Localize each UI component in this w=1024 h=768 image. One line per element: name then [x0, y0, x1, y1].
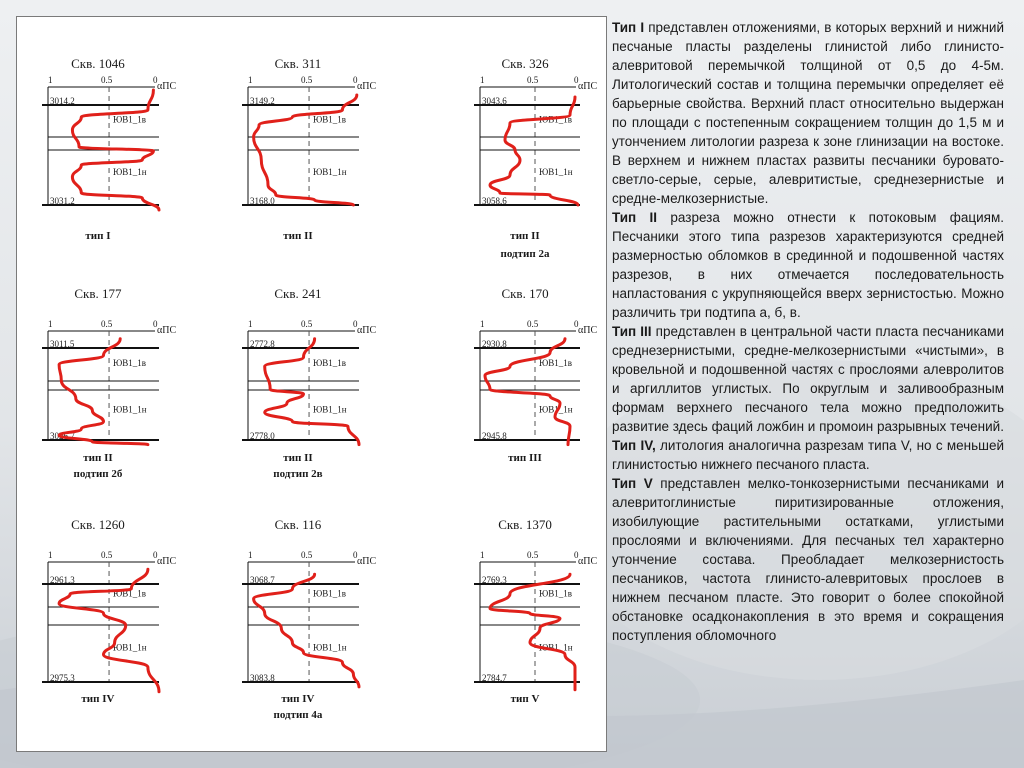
- top-depth: 2772.8: [250, 339, 275, 349]
- type-1-text: представлен отложениями, в которых верхний и нижний песчаные пласты разделены глинистой либо глинисто-алевритовой перемычкой толщиной от 0,5 до 4-5м. Литологический состав и толщина перемычки определяет её барьерные свойства. Верхний пласт относительно выдержан по площади с постепенным сокращением толщин до 1,5 м и утончением литологии разреза к зоне глинизации на востоке. В верхнем и нижнем пластах развиты песчаники буровато-светло-серые, серые, алевритистые, среднезернистые и средне-мелкозернистые.: [612, 20, 1004, 206]
- type-2-text: разреза можно отнести к потоковым фациям. Песчаники этого типа разрезов характеризуются средней размерностью обломков в срединной и подошвенной частях разрезов, в них отмечается последовательность напластования с укрупняющейся вверх зернистостью. Можно различить три подтипа а, б, в.: [612, 210, 1004, 320]
- axis-tick-label: 1: [48, 319, 53, 329]
- top-depth: 3149.2: [250, 96, 275, 106]
- axis-tick-label: 0.5: [301, 319, 313, 329]
- bottom-depth: 2784.7: [482, 673, 507, 683]
- paragraph-type-5: [612, 474, 1004, 645]
- axis-tick-label: 0: [353, 550, 358, 560]
- type-label: тип IV: [281, 693, 315, 705]
- axis-tick-label: 0.5: [101, 319, 113, 329]
- type-4-text: литология аналогична разрезам типа V, но с меньшей глинистостью нижнего песчаного пласта.: [612, 438, 1004, 472]
- axis-tick-label: 0: [574, 550, 579, 560]
- top-depth: 3068.7: [250, 575, 275, 585]
- axis-unit-label: αПС: [357, 556, 377, 567]
- axis-unit-label: αПС: [578, 556, 598, 567]
- type-2-heading: Тип II: [612, 210, 658, 225]
- axis-tick-label: 1: [248, 319, 253, 329]
- axis-tick-label: 1: [248, 75, 253, 85]
- top-depth: 2930.8: [482, 339, 507, 349]
- top-depth: 2961.3: [50, 575, 75, 585]
- paragraph-type-1: [612, 18, 1004, 208]
- layer-upper-label: ЮВ1_1в: [313, 588, 347, 599]
- axis-tick-label: 0: [153, 319, 158, 329]
- description-text: [612, 18, 1004, 768]
- sp-log-curve: [485, 339, 573, 445]
- layer-lower-label: ЮВ1_1н: [539, 642, 573, 653]
- axis-tick-label: 0.5: [527, 319, 539, 329]
- type-label: тип II: [283, 230, 313, 242]
- top-depth: 3011.5: [50, 339, 75, 349]
- layer-upper-label: ЮВ1_1в: [113, 588, 147, 599]
- type-4-heading: Тип IV,: [612, 438, 656, 453]
- axis-tick-label: 1: [48, 75, 53, 85]
- subtype-label: подтип 4а: [273, 709, 323, 721]
- axis-tick-label: 0.5: [101, 550, 113, 560]
- paragraph-type-4: [612, 436, 1004, 474]
- type-label: тип II: [510, 230, 540, 242]
- top-depth: 2769.3: [482, 575, 507, 585]
- type-3-heading: Тип III: [612, 324, 652, 339]
- layer-lower-label: ЮВ1_1н: [113, 404, 147, 415]
- layer-upper-label: ЮВ1_1в: [539, 588, 573, 599]
- bottom-depth: 3058.6: [482, 196, 507, 206]
- sp-log-curve: [59, 339, 148, 445]
- axis-tick-label: 0: [353, 319, 358, 329]
- well-name: Скв. 1260: [71, 517, 125, 532]
- paragraph-type-3: [612, 322, 1004, 436]
- axis-tick-label: 0: [353, 75, 358, 85]
- layer-lower-label: ЮВ1_1н: [313, 642, 347, 653]
- well-name: Скв. 241: [274, 286, 322, 301]
- layer-lower-label: ЮВ1_1н: [113, 166, 147, 177]
- axis-tick-label: 0.5: [301, 550, 313, 560]
- layer-upper-label: ЮВ1_1в: [313, 358, 347, 369]
- layer-lower-label: ЮВ1_1н: [313, 404, 347, 415]
- layer-lower-label: ЮВ1_1н: [313, 166, 347, 177]
- well-logs-diagram: [17, 17, 608, 753]
- axis-unit-label: αПС: [578, 81, 598, 92]
- axis-unit-label: αПС: [357, 81, 377, 92]
- subtype-label: подтип 2в: [273, 468, 323, 480]
- bottom-depth: 3168.0: [250, 196, 275, 206]
- axis-tick-label: 0.5: [301, 75, 313, 85]
- subtype-label: подтип 2а: [500, 248, 550, 260]
- well-name: Скв. 1370: [498, 517, 552, 532]
- axis-tick-label: 0: [574, 75, 579, 85]
- axis-tick-label: 0.5: [527, 550, 539, 560]
- paragraph-type-2: [612, 208, 1004, 322]
- well-name: Скв. 177: [74, 286, 122, 301]
- axis-tick-label: 1: [480, 319, 485, 329]
- axis-unit-label: αПС: [357, 325, 377, 336]
- type-5-text: представлен мелко-тонкозернистыми песчаниками и алевритоглинистые пиритизированные отложения, изобилующие растительными остатками, углистыми прослоями и включениями. Для песчаных тел характерно утончение состава. Преобладает мелкозернистость песчаников, частота глинисто-алевритовых прослоев в нижнем песчаном пласте. Это говорит о более спокойной обстановке осадконакопления в это время и сокращения поступления обломочного: [612, 476, 1004, 643]
- type-label: тип II: [83, 452, 113, 464]
- axis-unit-label: αПС: [157, 81, 177, 92]
- sp-log-curve: [490, 97, 578, 205]
- well-name: Скв. 311: [274, 56, 322, 71]
- layer-upper-label: ЮВ1_1в: [313, 114, 347, 125]
- axis-tick-label: 1: [248, 550, 253, 560]
- axis-tick-label: 1: [480, 75, 485, 85]
- well-name: Скв. 326: [501, 56, 549, 71]
- well-name: Скв. 170: [501, 286, 549, 301]
- axis-unit-label: αПС: [157, 556, 177, 567]
- well-name: Скв. 116: [274, 517, 322, 532]
- bottom-depth: 3083.8: [250, 673, 275, 683]
- type-label: тип IV: [81, 693, 115, 705]
- type-label: тип I: [85, 230, 111, 242]
- layer-upper-label: ЮВ1_1в: [113, 358, 147, 369]
- axis-unit-label: αПС: [157, 325, 177, 336]
- bottom-depth: 3026.7: [50, 431, 75, 441]
- type-1-heading: Тип I: [612, 20, 645, 35]
- top-depth: 3043.6: [482, 96, 507, 106]
- axis-tick-label: 0.5: [101, 75, 113, 85]
- axis-tick-label: 0: [153, 550, 158, 560]
- axis-tick-label: 1: [48, 550, 53, 560]
- well-log-panel: [16, 16, 607, 752]
- layer-upper-label: ЮВ1_1в: [539, 358, 573, 369]
- type-label: тип III: [508, 452, 542, 464]
- type-3-text: представлен в центральной части пласта песчаниками среднезернистыми, средне-мелкозернистыми «чистыми», в кровельной и подошвенной частях с прослоями алевролитов и аргиллитов углистых. По округлым и заливообразным формам верхнего песчаного тела можно предположить развитие здесь фаций ложбин и промоин разрывных течений.: [612, 324, 1004, 434]
- axis-tick-label: 0: [153, 75, 158, 85]
- type-label: тип II: [283, 452, 313, 464]
- layer-upper-label: ЮВ1_1в: [539, 114, 573, 125]
- top-depth: 3014.2: [50, 96, 75, 106]
- axis-tick-label: 0.5: [527, 75, 539, 85]
- axis-unit-label: αПС: [578, 325, 598, 336]
- layer-lower-label: ЮВ1_1н: [539, 166, 573, 177]
- bottom-depth: 2778.0: [250, 431, 275, 441]
- type-5-heading: Тип V: [612, 476, 653, 491]
- sp-log-curve: [265, 339, 359, 445]
- bottom-depth: 3031.2: [50, 196, 75, 206]
- bottom-depth: 2945.8: [482, 431, 507, 441]
- layer-lower-label: ЮВ1_1н: [539, 404, 573, 415]
- subtype-label: подтип 2б: [73, 468, 123, 480]
- axis-tick-label: 1: [480, 550, 485, 560]
- axis-tick-label: 0: [574, 319, 579, 329]
- well-name: Скв. 1046: [71, 56, 125, 71]
- type-label: тип V: [510, 693, 540, 705]
- bottom-depth: 2975.3: [50, 673, 75, 683]
- layer-upper-label: ЮВ1_1в: [113, 114, 147, 125]
- layer-lower-label: ЮВ1_1н: [113, 642, 147, 653]
